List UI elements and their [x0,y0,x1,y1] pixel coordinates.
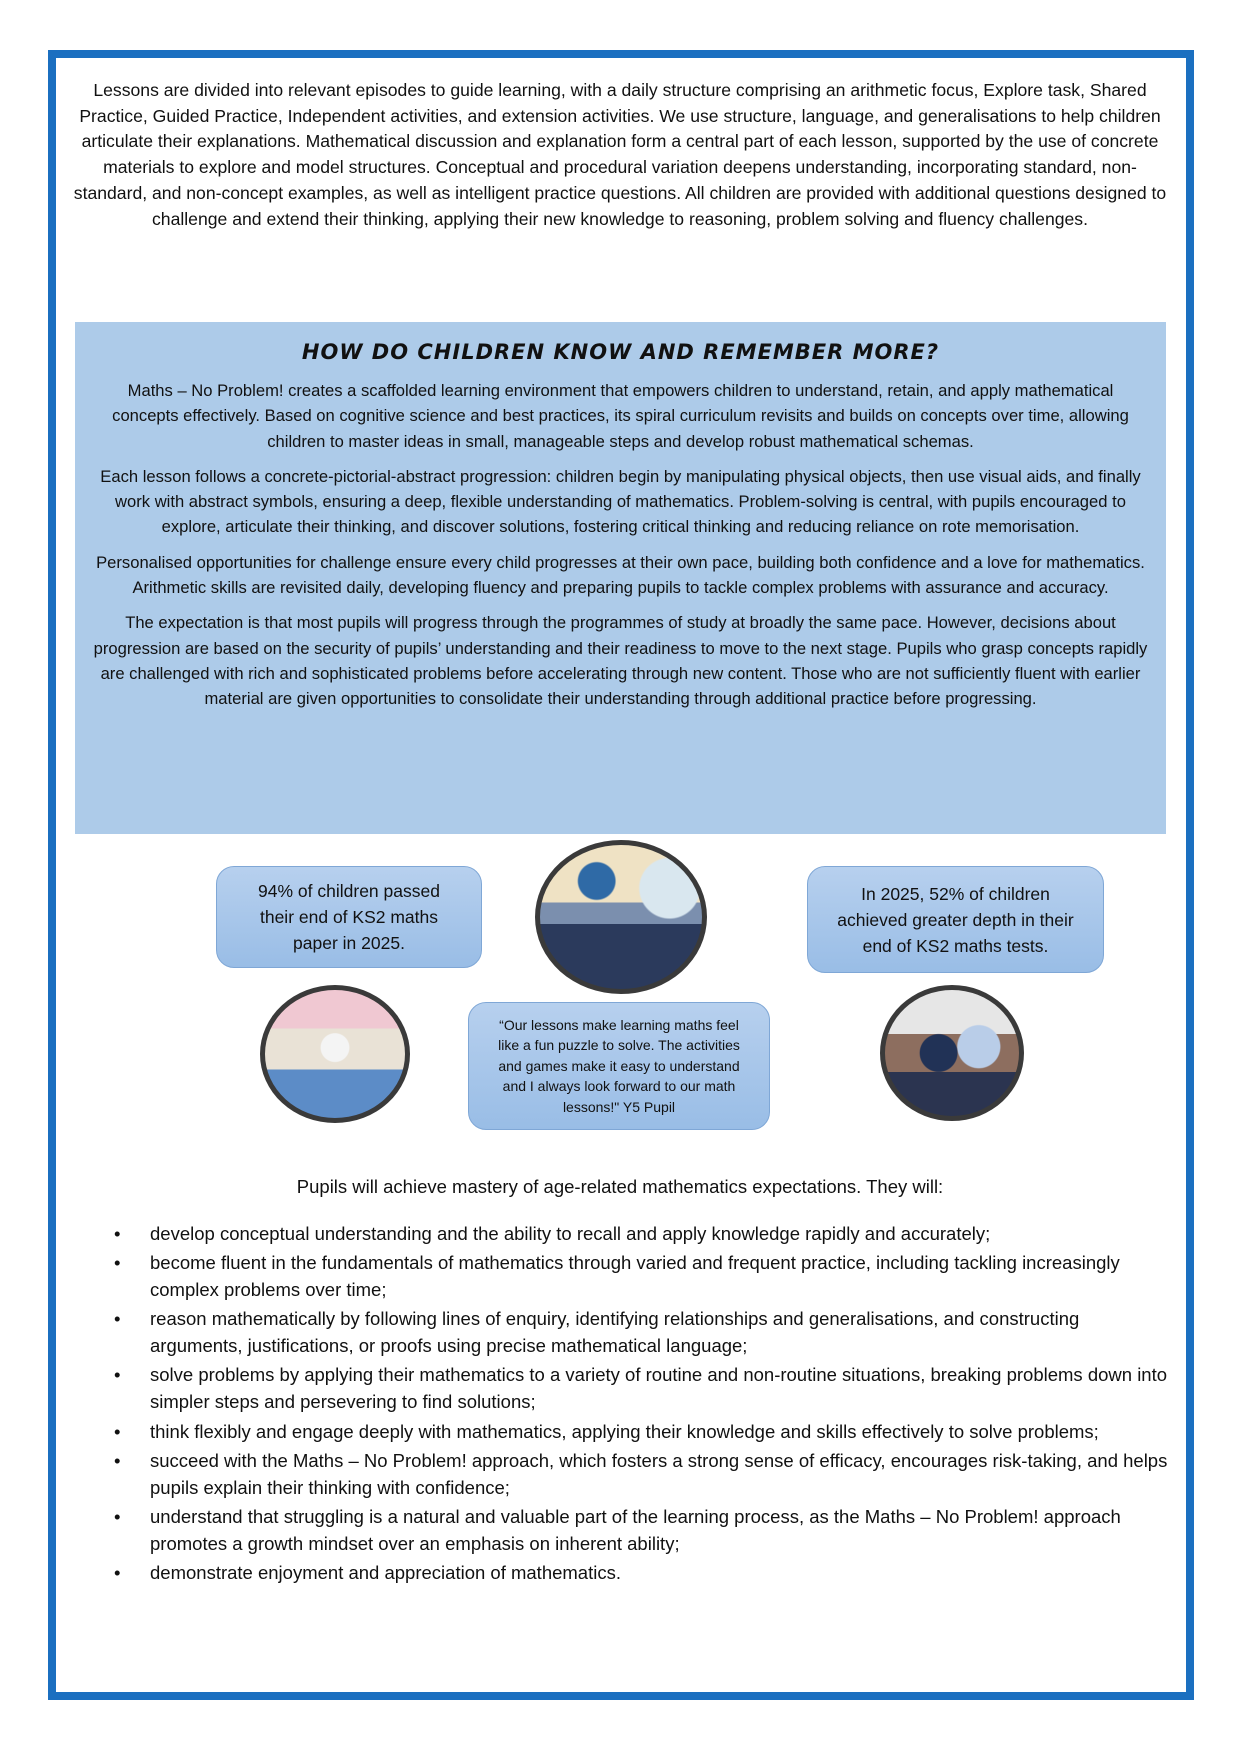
list-item [100,1419,1170,1446]
outcome-text: demonstrate enjoyment and appreciation of mathematics. [150,1562,621,1584]
know-more-paragraph: Personalised opportunities for challenge ensure every child progresses at their own pace, building both confidence and a love for mathematics. Arithmetic skills are revisited daily, developing fluency and preparing pupils to tackle complex problems with assurance and accuracy. [96,552,1145,598]
list-item [100,1448,1170,1502]
know-more-paragraph: Maths – No Problem! creates a scaffolded learning environment that empowers children to understand, retain, and apply mathematical concepts effectively. Based on cognitive science and best practices, its spiral curriculum revisits and builds on concepts over time, allowing children to master ideas in small, manageable steps and develop robust mathematical schemas. [112,381,1129,451]
bullet-icon: • [114,1505,121,1527]
greater-depth-callout [807,866,1104,973]
bullet-icon: • [114,1223,121,1244]
know-more-paragraph: The expectation is that most pupils will progress through the programmes of study at broadly the same pace. However, decisions about progression are based on the security of pupils’ understanding and their readiness to move to the next stage. Pupils who grasp concepts rapidly are challenged with rich and sophisticated problems before accelerating through new content. Those who are not sufficiently fluent with earlier material are given opportunities to consolidate their understanding through additional practice before progressing. [93,613,1148,709]
list-item [100,1306,1170,1360]
greater-depth-text: In 2025, 52% of children achieved greater depth in their end of KS2 maths tests. [837,883,1074,956]
outcome-text: think flexibly and engage deeply with mathematics, applying their knowledge and skills effectively to solve problems; [150,1420,1099,1442]
bullet-icon: • [114,1449,121,1471]
outcome-text: become fluent in the fundamentals of mathematics through varied and frequent practice, including tackling increasingly complex problems over time; [150,1252,1120,1301]
pupils-group-photo [880,985,1024,1121]
bullet-icon: • [114,1364,121,1386]
know-more-panel [75,322,1166,834]
list-item [100,1362,1170,1416]
outcome-text: solve problems by applying their mathematics to a variety of routine and non-routine situations, breaking problems down into simpler steps and persevering to find solutions; [150,1364,1168,1413]
list-item [100,1504,1170,1558]
outcome-text: develop conceptual understanding and the ability to recall and apply knowledge rapidly and accurately; [150,1223,991,1244]
list-item [100,1221,1170,1248]
know-more-paragraph: Each lesson follows a concrete-pictorial-abstract progression: children begin by manipulating physical objects, then use visual aids, and finally work with abstract symbols, ensuring a deep, flexible understanding of mathematics. Problem-solving is central, with pupils encouraged to explore, articulate their thinking, and discover solutions, fostering critical thinking and reducing reliance on rote memorisation. [100,466,1141,537]
bullet-icon: • [114,1252,121,1274]
pass-rate-text: 94% of children passed their end of KS2 maths paper in 2025. [258,881,440,953]
mastery-outcomes-list [100,1221,1170,1589]
list-item [100,1560,1170,1587]
list-item [100,1250,1170,1304]
mastery-intro: Pupils will achieve mastery of age-related mathematics expectations. They will: [296,1176,944,1197]
intro-paragraph: Lessons are divided into relevant episodes to guide learning, with a daily structure comprising an arithmetic focus, Explore task, Shared Practice, Guided Practice, Independent activities, and extension activities. We use structure, language, and generalisations to help children articulate their explanations. Mathematical discussion and explanation form a central part of each lesson, supported by the use of concrete materials to explore and model structures. Conceptual and procedural variation deepens understanding, incorporating standard, non-standard, and non-concept examples, as well as intelligent practice questions. All children are provided with additional questions designed to challenge and extend their thinking, applying their new knowledge to reasoning, problem solving and fluency challenges. [73,80,1167,229]
girl-at-table-photo [260,985,410,1123]
classroom-carpet-photo [535,840,707,994]
outcome-text: reason mathematically by following lines of enquiry, identifying relationships and generalisations, and constructing arguments, justifications, or proofs using precise mathematical language; [150,1308,1080,1357]
pupil-quote-text: “Our lessons make learning maths feel like a fun puzzle to solve. The activities and games make it easy to understand and I always look forward to our math lessons!" Y5 Pupil [498,1016,740,1115]
outcome-text: understand that struggling is a natural and valuable part of the learning process, as the Maths – No Problem! approach promotes a growth mindset over an emphasis on inherent ability; [150,1505,1121,1554]
bullet-icon: • [114,1562,121,1584]
outcome-text: succeed with the Maths – No Problem! approach, which fosters a strong sense of efficacy, encourages risk-taking, and helps pupils explain their thinking with confidence; [150,1449,1168,1498]
bullet-icon: • [114,1420,121,1442]
bullet-icon: • [114,1308,121,1330]
pupil-quote-callout [468,1002,770,1130]
know-more-heading: HOW DO CHILDREN KNOW AND REMEMBER MORE? [301,340,940,364]
pass-rate-callout [216,866,482,968]
